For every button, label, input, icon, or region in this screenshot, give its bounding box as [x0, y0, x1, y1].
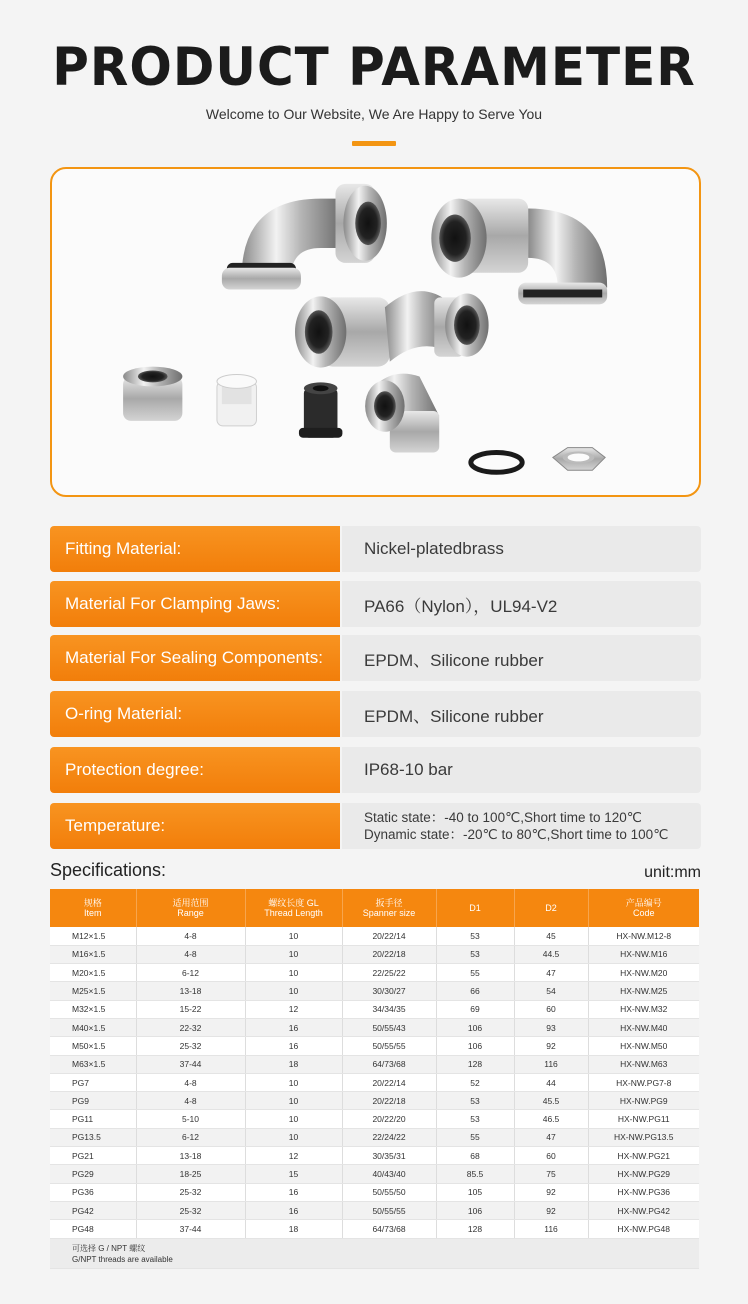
table-cell: HX-NW.PG7-8	[588, 1073, 699, 1091]
table-cell: 46.5	[514, 1110, 588, 1128]
table-cell: HX-NW.M16	[588, 945, 699, 963]
table-cell: HX-NW.M40	[588, 1018, 699, 1036]
table-cell: 53	[436, 1092, 514, 1110]
specifications-table	[50, 889, 699, 1269]
table-cell: HX-NW.M25	[588, 982, 699, 1000]
table-note-row	[50, 1238, 699, 1268]
column-header	[588, 889, 699, 927]
page-subtitle: Welcome to Our Website, We Are Happy to Serve You	[205, 106, 543, 122]
table-cell: 4-8	[136, 1092, 245, 1110]
table-row	[50, 1000, 699, 1018]
column-header	[436, 889, 514, 927]
table-cell: 13-18	[136, 1147, 245, 1165]
table-cell: 10	[245, 982, 342, 1000]
table-cell: 18	[245, 1055, 342, 1073]
table-cell: HX-NW.PG36	[588, 1183, 699, 1201]
param-value	[342, 803, 701, 849]
table-cell: 20/22/18	[342, 945, 436, 963]
table-cell: 10	[245, 1110, 342, 1128]
table-cell: 52	[436, 1073, 514, 1091]
table-cell: 60	[514, 1000, 588, 1018]
table-cell: 92	[514, 1183, 588, 1201]
unit-label: unit:mm	[644, 864, 701, 881]
table-cell: 18-25	[136, 1165, 245, 1183]
specifications-title: Specifications:	[50, 860, 167, 880]
table-cell: HX-NW.M63	[588, 1055, 699, 1073]
table-cell: PG21	[50, 1147, 136, 1165]
table-cell: 22/25/22	[342, 964, 436, 982]
elbow-fitting-4	[365, 374, 439, 453]
column-header-cn: D1	[469, 903, 481, 913]
title-accent-bar	[352, 141, 396, 146]
param-value: PA66（Nylon），UL94-V2	[342, 581, 701, 627]
table-cell: 30/30/27	[342, 982, 436, 1000]
page-title: PRODUCT PARAMETER	[52, 36, 696, 98]
table-cell: 45.5	[514, 1092, 588, 1110]
temperature-dynamic: Dynamic state：-20℃ to 80℃,Short time to 100℃	[364, 827, 669, 842]
elbow-fitting-3	[295, 291, 489, 367]
table-cell: 106	[436, 1037, 514, 1055]
column-header-cn: D2	[545, 903, 557, 913]
table-cell: 85.5	[436, 1165, 514, 1183]
table-cell: M25×1.5	[50, 982, 136, 1000]
table-cell: 116	[514, 1055, 588, 1073]
param-row-temperature	[50, 803, 701, 849]
table-row	[50, 1018, 699, 1036]
table-cell: 10	[245, 1092, 342, 1110]
table-cell: HX-NW.PG21	[588, 1147, 699, 1165]
table-cell: M32×1.5	[50, 1000, 136, 1018]
table-cell: 25-32	[136, 1037, 245, 1055]
product-photo	[52, 169, 699, 495]
table-header-row	[50, 889, 699, 927]
param-row-protection-degree	[50, 747, 701, 793]
table-cell: 50/55/43	[342, 1018, 436, 1036]
column-header-cn: 螺纹长度 GL	[268, 898, 319, 908]
table-row	[50, 945, 699, 963]
table-cell: 54	[514, 982, 588, 1000]
rubber-seal-part	[299, 382, 342, 437]
table-cell: PG42	[50, 1201, 136, 1219]
column-header	[136, 889, 245, 927]
table-cell: 44	[514, 1073, 588, 1091]
param-row-o-ring-material	[50, 691, 701, 737]
table-cell: 12	[245, 1147, 342, 1165]
table-cell: 16	[245, 1037, 342, 1055]
table-cell: M50×1.5	[50, 1037, 136, 1055]
table-row	[50, 927, 699, 945]
table-cell: PG11	[50, 1110, 136, 1128]
cap-nut-part	[123, 367, 182, 421]
lock-nut-part	[553, 448, 605, 471]
elbow-fitting-1	[222, 184, 387, 290]
table-cell: 10	[245, 1073, 342, 1091]
param-label: Fitting Material:	[50, 526, 340, 572]
temperature-static: Static state：-40 to 100℃,Short time to 120℃	[364, 810, 642, 825]
table-cell: 6-12	[136, 1128, 245, 1146]
param-label: Material For Sealing Components:	[50, 635, 340, 681]
table-cell: 53	[436, 927, 514, 945]
table-cell: PG13.5	[50, 1128, 136, 1146]
table-cell: 53	[436, 945, 514, 963]
column-header	[50, 889, 136, 927]
column-header-en: Range	[177, 908, 204, 918]
note-en: G/NPT threads are available	[72, 1254, 173, 1264]
clamping-insert-part	[217, 374, 257, 425]
table-cell: HX-NW.M32	[588, 1000, 699, 1018]
table-cell: HX-NW.M20	[588, 964, 699, 982]
table-cell: 34/34/35	[342, 1000, 436, 1018]
table-cell: 4-8	[136, 945, 245, 963]
table-cell: 53	[436, 1110, 514, 1128]
table-cell: PG29	[50, 1165, 136, 1183]
table-cell: 40/43/40	[342, 1165, 436, 1183]
table-cell: 75	[514, 1165, 588, 1183]
table-cell: 47	[514, 964, 588, 982]
param-label: Temperature:	[50, 803, 340, 849]
param-value: IP68-10 bar	[342, 747, 701, 793]
table-cell: M12×1.5	[50, 927, 136, 945]
table-cell: 10	[245, 945, 342, 963]
column-header-cn: 规格	[83, 898, 102, 908]
column-header-en: Item	[83, 908, 102, 918]
table-cell: 128	[436, 1220, 514, 1238]
table-cell: 5-10	[136, 1110, 245, 1128]
table-cell: 55	[436, 1128, 514, 1146]
table-cell: 15	[245, 1165, 342, 1183]
table-row	[50, 1201, 699, 1219]
table-cell: HX-NW.PG42	[588, 1201, 699, 1219]
table-cell: 20/22/14	[342, 927, 436, 945]
table-cell: 116	[514, 1220, 588, 1238]
param-label: Protection degree:	[50, 747, 340, 793]
param-row-clamping-jaws	[50, 581, 701, 627]
table-note	[50, 1238, 699, 1268]
table-cell: HX-NW.PG13.5	[588, 1128, 699, 1146]
table-cell: HX-NW.PG11	[588, 1110, 699, 1128]
table-cell: 64/73/68	[342, 1220, 436, 1238]
table-cell: 4-8	[136, 1073, 245, 1091]
note-cn: 可选择 G / NPT 螺纹	[72, 1243, 146, 1253]
column-header	[514, 889, 588, 927]
table-cell: M20×1.5	[50, 964, 136, 982]
table-cell: PG9	[50, 1092, 136, 1110]
param-value: EPDM、Silicone rubber	[342, 635, 701, 681]
param-row-sealing-components	[50, 635, 701, 681]
table-cell: 55	[436, 964, 514, 982]
table-cell: 22-32	[136, 1018, 245, 1036]
table-cell: HX-NW.M50	[588, 1037, 699, 1055]
table-cell: 10	[245, 927, 342, 945]
table-row	[50, 1183, 699, 1201]
table-cell: 25-32	[136, 1201, 245, 1219]
table-cell: 30/35/31	[342, 1147, 436, 1165]
column-header-cn: 产品编号	[625, 898, 662, 908]
table-row	[50, 1055, 699, 1073]
table-cell: 106	[436, 1018, 514, 1036]
table-cell: 50/55/55	[342, 1037, 436, 1055]
table-cell: 20/22/14	[342, 1073, 436, 1091]
param-row-fitting-material	[50, 526, 701, 572]
table-cell: 12	[245, 1000, 342, 1018]
table-cell: 16	[245, 1201, 342, 1219]
table-cell: 16	[245, 1018, 342, 1036]
table-row	[50, 964, 699, 982]
table-row	[50, 1073, 699, 1091]
table-row	[50, 1037, 699, 1055]
elbow-fitting-2	[431, 199, 607, 305]
table-cell: PG36	[50, 1183, 136, 1201]
table-cell: 92	[514, 1037, 588, 1055]
table-row	[50, 1110, 699, 1128]
table-cell: 4-8	[136, 927, 245, 945]
table-cell: 106	[436, 1201, 514, 1219]
table-cell: HX-NW.PG9	[588, 1092, 699, 1110]
table-row	[50, 1147, 699, 1165]
column-header	[245, 889, 342, 927]
table-cell: 37-44	[136, 1220, 245, 1238]
table-cell: M16×1.5	[50, 945, 136, 963]
table-cell: 50/55/50	[342, 1183, 436, 1201]
table-cell: HX-NW.PG29	[588, 1165, 699, 1183]
table-cell: 6-12	[136, 964, 245, 982]
table-cell: M40×1.5	[50, 1018, 136, 1036]
table-cell: 69	[436, 1000, 514, 1018]
table-row	[50, 1128, 699, 1146]
column-header	[342, 889, 436, 927]
table-row	[50, 1220, 699, 1238]
table-cell: M63×1.5	[50, 1055, 136, 1073]
table-cell: 10	[245, 1128, 342, 1146]
table-cell: 93	[514, 1018, 588, 1036]
table-cell: 68	[436, 1147, 514, 1165]
table-cell: 92	[514, 1201, 588, 1219]
column-header-cn: 适用范围	[172, 898, 209, 908]
column-header-cn: 扳手径	[375, 898, 403, 908]
param-value: EPDM、Silicone rubber	[342, 691, 701, 737]
table-cell: 10	[245, 964, 342, 982]
table-cell: 13-18	[136, 982, 245, 1000]
param-value: Nickel-platedbrass	[342, 526, 701, 572]
param-label: O-ring Material:	[50, 691, 340, 737]
table-cell: 25-32	[136, 1183, 245, 1201]
o-ring-part	[471, 453, 522, 473]
table-row	[50, 1165, 699, 1183]
table-cell: 37-44	[136, 1055, 245, 1073]
table-cell: 128	[436, 1055, 514, 1073]
table-cell: 16	[245, 1183, 342, 1201]
table-cell: PG48	[50, 1220, 136, 1238]
table-cell: 44.5	[514, 945, 588, 963]
table-cell: 45	[514, 927, 588, 945]
table-cell: 50/55/55	[342, 1201, 436, 1219]
column-header-en: Spanner size	[362, 908, 416, 918]
table-row	[50, 982, 699, 1000]
table-cell: 18	[245, 1220, 342, 1238]
table-cell: 20/22/20	[342, 1110, 436, 1128]
table-cell: 20/22/18	[342, 1092, 436, 1110]
table-cell: 15-22	[136, 1000, 245, 1018]
product-image-frame	[50, 167, 701, 497]
column-header-en: Code	[632, 908, 655, 918]
table-cell: 105	[436, 1183, 514, 1201]
table-cell: 60	[514, 1147, 588, 1165]
table-cell: PG7	[50, 1073, 136, 1091]
param-label: Material For Clamping Jaws:	[50, 581, 340, 627]
column-header-en: Thread Length	[264, 908, 323, 918]
table-cell: 64/73/68	[342, 1055, 436, 1073]
table-cell: 47	[514, 1128, 588, 1146]
table-row	[50, 1092, 699, 1110]
table-cell: HX-NW.M12-8	[588, 927, 699, 945]
table-cell: 66	[436, 982, 514, 1000]
table-cell: 22/24/22	[342, 1128, 436, 1146]
table-cell: HX-NW.PG48	[588, 1220, 699, 1238]
